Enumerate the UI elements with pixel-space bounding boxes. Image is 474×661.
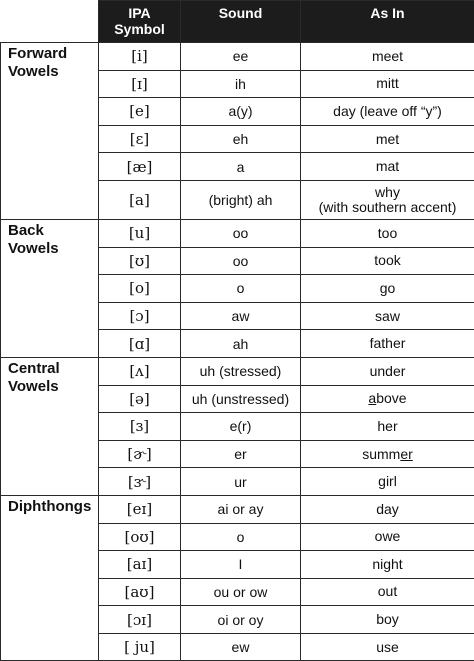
as-in-cell: her	[301, 413, 474, 441]
as-in-cell: met	[301, 125, 474, 153]
as-in-cell: meet	[301, 43, 474, 71]
ipa-symbol-cell: [ə]	[99, 385, 181, 413]
ipa-symbol-cell: [æ]	[99, 153, 181, 181]
header-sound: Sound	[181, 1, 301, 43]
underlined-letters: er	[400, 446, 412, 462]
ipa-symbol-cell: [ɪ]	[99, 70, 181, 98]
sound-cell: ur	[181, 468, 301, 496]
as-in-cell: owe	[301, 523, 474, 551]
sound-cell: ai or ay	[181, 495, 301, 523]
sound-cell: eh	[181, 125, 301, 153]
sound-cell: o	[181, 523, 301, 551]
as-in-cell: mitt	[301, 70, 474, 98]
ipa-symbol-cell: [aɪ]	[99, 551, 181, 579]
ipa-symbol-cell: [ ju]	[99, 633, 181, 661]
ipa-symbol-cell: [ɔ]	[99, 302, 181, 330]
as-in-cell: too	[301, 219, 474, 247]
as-in-cell: night	[301, 551, 474, 579]
ipa-symbol-cell: [ɛ]	[99, 125, 181, 153]
ipa-symbol-cell: [ɚ]	[99, 440, 181, 468]
sound-cell: oo	[181, 247, 301, 275]
as-in-cell: girl	[301, 468, 474, 496]
ipa-symbol-cell: [ɔɪ]	[99, 606, 181, 634]
ipa-symbol-cell: [e]	[99, 98, 181, 126]
header-blank-cell	[1, 1, 99, 43]
sound-cell: ih	[181, 70, 301, 98]
ipa-symbol-cell: [ʌ]	[99, 357, 181, 385]
category-label: Diphthongs	[1, 495, 99, 661]
sound-cell: (bright) ah	[181, 180, 301, 219]
sound-cell: ew	[181, 633, 301, 661]
ipa-symbol-cell: [ʊ]	[99, 247, 181, 275]
ipa-symbol-cell: [u]	[99, 219, 181, 247]
sound-cell: e(r)	[181, 413, 301, 441]
as-in-cell: use	[301, 633, 474, 661]
as-in-cell: above	[301, 385, 474, 413]
ipa-symbol-cell: [aʊ]	[99, 578, 181, 606]
category-label: Central Vowels	[1, 357, 99, 495]
table-body	[1, 43, 474, 661]
sound-cell: uh (stressed)	[181, 357, 301, 385]
as-in-cell: mat	[301, 153, 474, 181]
table-row	[1, 219, 474, 247]
ipa-symbol-cell: [o]	[99, 275, 181, 303]
sound-cell: er	[181, 440, 301, 468]
as-in-cell: boy	[301, 606, 474, 634]
sound-cell: I	[181, 551, 301, 579]
ipa-symbol-cell: [a]	[99, 180, 181, 219]
as-in-cell: father	[301, 330, 474, 358]
ipa-symbol-cell: [ɜ]	[99, 413, 181, 441]
as-in-cell: why (with southern accent)	[301, 180, 474, 219]
sound-cell: uh (unstressed)	[181, 385, 301, 413]
ipa-symbol-cell: [i]	[99, 43, 181, 71]
table-row	[1, 43, 474, 71]
as-in-cell: go	[301, 275, 474, 303]
ipa-symbol-cell: [eɪ]	[99, 495, 181, 523]
category-label: Forward Vowels	[1, 43, 99, 220]
sound-cell: ah	[181, 330, 301, 358]
header-ipa-symbol: IPA Symbol	[99, 1, 181, 43]
table-row	[1, 495, 474, 523]
as-in-cell: day (leave off “y”)	[301, 98, 474, 126]
underlined-letters: a	[368, 390, 376, 406]
sound-cell: a(y)	[181, 98, 301, 126]
as-in-cell: day	[301, 495, 474, 523]
sound-cell: ou or ow	[181, 578, 301, 606]
as-in-cell: out	[301, 578, 474, 606]
sound-cell: a	[181, 153, 301, 181]
as-in-cell: took	[301, 247, 474, 275]
table-row	[1, 357, 474, 385]
sound-cell: oi or oy	[181, 606, 301, 634]
sound-cell: aw	[181, 302, 301, 330]
as-in-cell: saw	[301, 302, 474, 330]
sound-cell: ee	[181, 43, 301, 71]
as-in-cell: under	[301, 357, 474, 385]
ipa-symbol-cell: [ɝ]	[99, 468, 181, 496]
sound-cell: o	[181, 275, 301, 303]
header-row	[1, 1, 474, 43]
ipa-symbol-cell: [ɑ]	[99, 330, 181, 358]
header-as-in: As In	[301, 1, 474, 43]
ipa-symbol-cell: [oʊ]	[99, 523, 181, 551]
sound-cell: oo	[181, 219, 301, 247]
category-label: Back Vowels	[1, 219, 99, 357]
as-in-cell: summer	[301, 440, 474, 468]
